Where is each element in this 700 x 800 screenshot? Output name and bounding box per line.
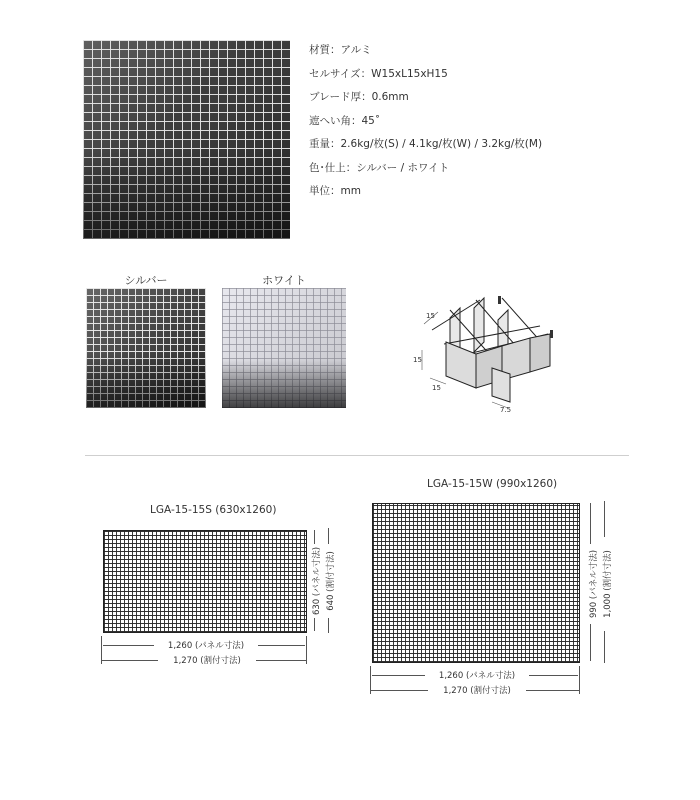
model-s-title: LGA-15-15S (630x1260) [150, 504, 277, 516]
spec-color-finish: 色･仕上：シルバー / ホワイト [309, 161, 450, 174]
model-s-tick-right [306, 636, 307, 664]
spec-weight: 重量：2.6kg/枚(S) / 4.1kg/枚(W) / 3.2kg/枚(M) [309, 138, 543, 150]
main-product-photo [83, 40, 290, 239]
model-w-width-panel-label: 1,260 (パネル寸法) [425, 669, 529, 681]
model-s-width-panel-label: 1,260 (パネル寸法) [154, 639, 258, 651]
model-s-tick-left [101, 636, 102, 664]
spec-blade-thickness: ブレード厚：0.6mm [309, 91, 409, 103]
silver-finish-photo [86, 288, 206, 408]
model-s-width-cut-label: 1,270 (割付寸法) [158, 654, 256, 666]
white-finish-photo [222, 288, 346, 408]
white-caption: ホワイト [262, 274, 306, 287]
model-w-width-cut-label: 1,270 (割付寸法) [428, 684, 526, 696]
dim-height-label: 15 [413, 356, 422, 364]
spec-list [309, 42, 542, 207]
spec-cell-size: セルサイズ：W15xL15xH15 [309, 67, 448, 80]
model-s-height-cut-label: 640 (割付寸法) [324, 544, 336, 618]
cell-dimension-diagram [410, 290, 570, 415]
model-w-tick-left [370, 666, 371, 694]
model-w-title: LGA-15-15W (990x1260) [427, 478, 558, 490]
model-w-height-cut-label: 1,000 (割付寸法) [601, 537, 613, 631]
dim-pitch-label: 7.5 [500, 406, 512, 414]
spec-shielding-angle: 遮へい角：45˚ [309, 114, 381, 127]
model-w-height-panel-label: 990 (パネル寸法) [587, 544, 599, 624]
model-s-panel-drawing [103, 530, 307, 633]
model-w-panel-drawing [372, 503, 580, 663]
silver-caption: シルバー [124, 274, 168, 287]
dim-bottom-label: 15 [432, 384, 441, 392]
spec-material: 材質：アルミ [309, 44, 372, 56]
section-divider [85, 455, 629, 456]
model-s-height-panel-label: 630 (パネル寸法) [310, 544, 322, 618]
model-w-tick-right [579, 666, 580, 694]
spec-unit: 単位：mm [309, 185, 361, 197]
dim-top-label: 15 [426, 312, 435, 320]
